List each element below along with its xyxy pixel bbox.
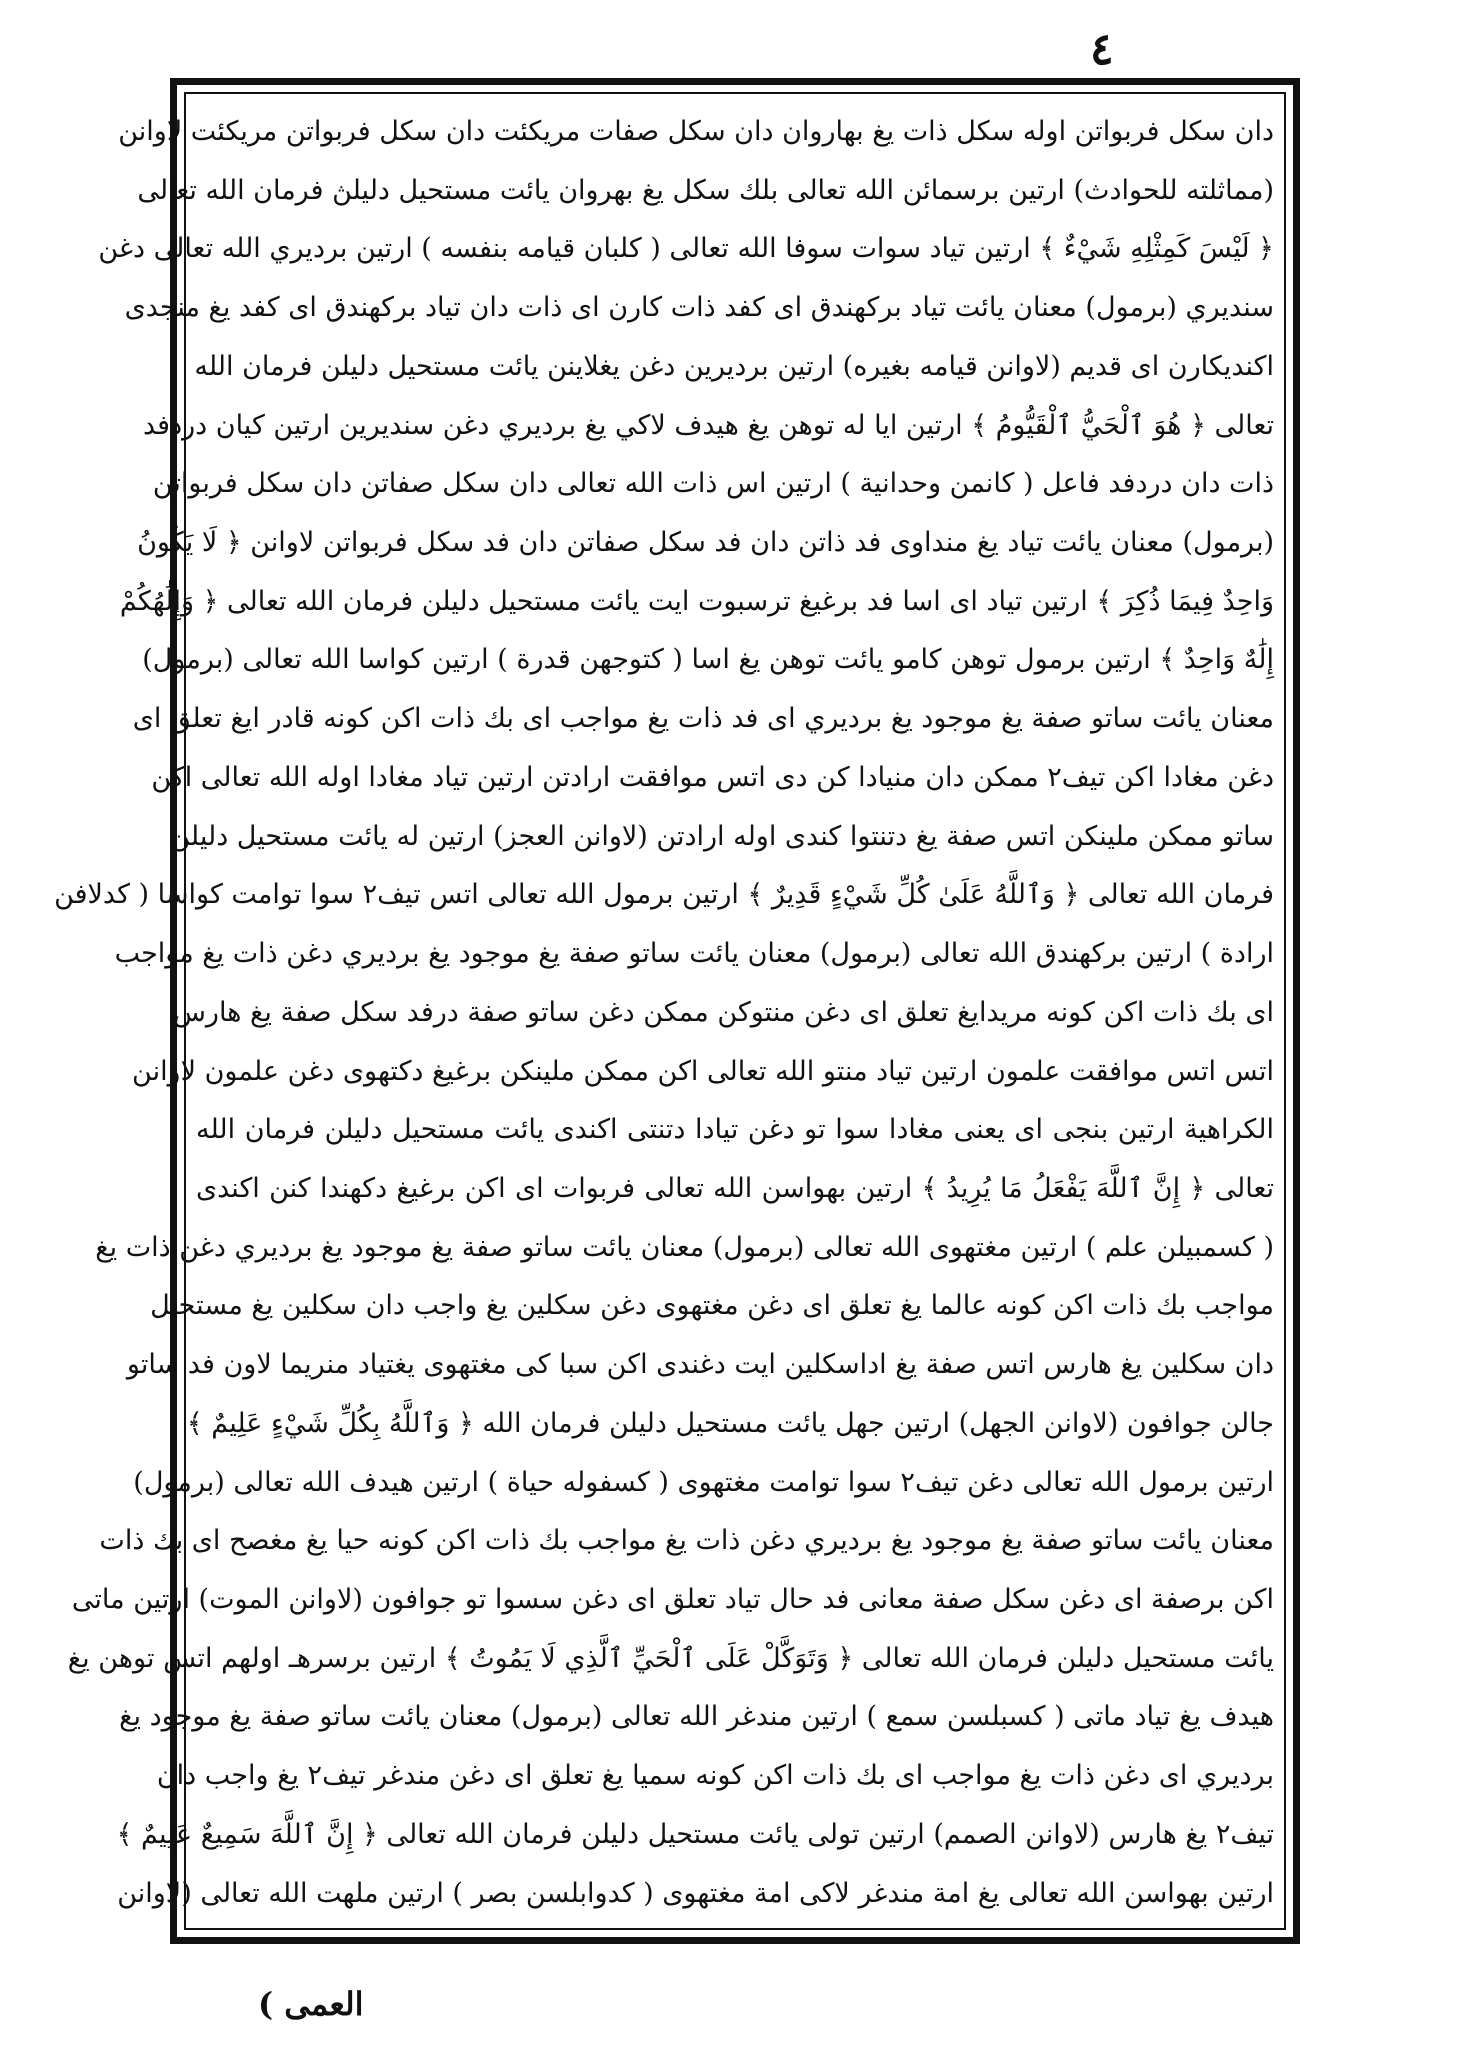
text-line: جالن جوافون (لاوانن الجهل) ارتين جهل يائت مستحيل دليلن فرمان الله ﴿ وَٱللَّهُ بِكُلِّ شَيْءٍ عَلِيمٌ ﴾ [186, 1407, 1274, 1439]
text-line: برديري اى دغن ذات يغ مواجب اى بك ذات اكن كونه سميا يغ تعلق اى دغن مندغر تيف٢ يغ واجب دان [156, 1760, 1274, 1792]
catchword: العمى ) [258, 1985, 364, 2023]
text-line: تعالى ﴿ إِنَّ ٱللَّهَ يَفْعَلُ مَا يُرِيدُ ﴾ ارتين بهواسن الله تعالى فربوات اى اكن برغيغ دكهندا كنن اكندى [196, 1172, 1274, 1204]
text-line: اتس اتس موافقت علمون ارتين تياد منتو الله تعالى اكن ممكن ملينكن برغيغ دكتهوى دغن علمون لاوانن [132, 1055, 1274, 1087]
main-text-block [54, 108, 1274, 1918]
text-line: ( كسمبيلن علم ) ارتين مغتهوى الله تعالى (برمول) معنان يائت ساتو صفة يغ موجود يغ برديري دغن ذات يغ [95, 1231, 1274, 1263]
text-line: ارتين بهواسن الله تعالى يغ امة مندغر لاكى امة مغتهوى ( كدوابلسن بصر ) ارتين ملهت الله تعالى (لاوانن [117, 1877, 1274, 1909]
text-line: (مماثلته للحوادث) ارتين برسمائن الله تعالى بلك سکل یغ بهروان يائت مستحيل دليلڽ فرمان الله تعالى [137, 174, 1274, 206]
text-line: فرمان الله تعالى ﴿ وَٱللَّهُ عَلَىٰ كُلِّ شَيْءٍ قَدِيرٌ ﴾ ارتين برمول الله تعالى اتس تيف٢ سوا توامت كواسا ( كدلافن [54, 879, 1274, 911]
text-line: سنديري (برمول) معنان يائت تياد بركهندق اى كفد ذات كارن اى ذات دان تياد بركهندق اى كفد يغ منجدى [124, 292, 1274, 324]
text-line: ساتو ممكن ملينكن اتس صفة يغ دتنتوا كندى اوله ارادتن (لاوانن العجز) ارتين له يائت مستحيل دليلن [170, 820, 1274, 852]
text-line: اى بك ذات اكن كونه مريدايغ تعلق اى دغن منتوكن ممكن دغن ساتو صفة درفد سكل صفة يغ هارس [172, 996, 1274, 1028]
text-line: ذات دان دردفد فاعل ( كانمن وحدانية ) ارتين اس ذات الله تعالى دان سكل صفاتن دان سكل فربواتن [152, 468, 1274, 500]
text-line: اكنديكارن اى قديم (لاوانن قيامه بغيره) ارتين برديرين دغن يغلاينن يائت مستحيل دليلن فرمان الله [194, 350, 1274, 382]
text-line: تعالى ﴿ هُوَ ٱلْحَيُّ ٱلْقَيُّومُ ﴾ ارتين ايا له توهن يغ هيدف لاكي يغ برديري دغن سنديرين ارتين كيان دردفد [143, 409, 1274, 441]
text-line: تيف٢ يغ هارس (لاوانن الصمم) ارتين تولى يائت مستحيل دليلن فرمان الله تعالى ﴿ إِنَّ ٱللَّهَ سَمِيعٌ عَلِيمٌ ﴾ [116, 1818, 1274, 1850]
text-line: ارتين برمول الله تعالى دغن تيف٢ سوا توامت مغتهوى ( كسفوله حياة ) ارتين هيدف الله تعالى (برمول) [133, 1466, 1274, 1498]
text-line: إِلَٰهٌ وَاحِدٌ ﴾ ارتين برمول توهن كامو يائت توهن يغ اسا ( كتوجهن قدرة ) ارتين كواسا الله تعالى (برمول) [142, 644, 1274, 676]
text-line: وَاحِدٌ فِيمَا ذُكِرَ ﴾ ارتين تياد اى اسا فد برغيغ ترسبوت ايت يائت مستحيل دليلن فرمان الله تعالى ﴿ وَإِلَٰهُكُمْ [119, 585, 1274, 617]
text-line: (برمول) معنان يائت تياد يغ منداوى فد ذاتن دان فد سكل صفاتن دان فد سكل فربواتن لاوانن ﴿ لَا يَكُونُ [137, 527, 1274, 559]
text-line: اكن برصفة اى دغن سكل صفة معانى فد حال تياد تعلق اى دغن سسوا تو جوافون (لاوانن الموت) ارتين ماتى [71, 1583, 1274, 1615]
text-line: دان سكلين يغ هارس اتس صفة يغ اداسكلين ايت دغندى اكن سبا كى مغتهوى يغتياد منريما لاون فد ساتو [126, 1349, 1274, 1381]
page-number: ٤ [1090, 24, 1114, 75]
text-line: ارادة ) ارتين بركهندق الله تعالى (برمول) معنان يائت ساتو صفة يغ موجود يغ برديري دغن ذات يغ مواجب [114, 938, 1274, 970]
text-line: يائت مستحيل دليلن فرمان الله تعالى ﴿ وَتَوَكَّلْ عَلَى ٱلْحَيِّ ٱلَّذِي لَا يَمُوتُ ﴾ ارتين برسرهـ اولهم اتس توهن يغ [67, 1642, 1274, 1674]
text-line: دغن مغادا اكن تيف٢ ممكن دان منيادا كن دى اتس موافقت ارادتن ارتين تياد مغادا اوله الله تعالى اكن [151, 761, 1274, 793]
text-line: مواجب بك ذات اكن كونه عالما يغ تعلق اى دغن مغتهوى دغن سكلين يغ واجب دان سكلين يغ مستحيل [150, 1290, 1274, 1322]
text-line: معنان يائت ساتو صفة يغ موجود يغ برديري دغن ذات يغ مواجب بك ذات اكن كونه حيا يغ مغصح اى بك ذات [99, 1525, 1274, 1557]
text-line: معنان يائت ساتو صفة يغ موجود يغ برديري اى فد ذات يغ مواجب اى بك ذات اكن كونه قادر ايغ تعلق اى [132, 703, 1274, 735]
text-line: دان سکل فربواتن اوله سکل ذات یغ بهاروان دان سکل صفات مریکئت دان سکل فربواتن مریکئت لاوانن [118, 116, 1274, 147]
text-line: الكراهية ارتين بنجى اى يعنى مغادا سوا تو دغن تيادا دتنتى اكندى يائت مستحيل دليلن فرمان الله [196, 1114, 1274, 1146]
text-line: ﴿ لَيْسَ كَمِثْلِهِ شَيْءٌ ﴾ ارتين تياد سوات سوفا الله تعالى ( كلبان قيامه بنفسه ) ارتين برديري الله تعالى دغن [98, 233, 1274, 265]
text-line: هيدف يغ تياد ماتى ( كسبلسن سمع ) ارتين مندغر الله تعالى (برمول) معنان يائت ساتو صفة يغ موجود يغ [119, 1701, 1274, 1733]
